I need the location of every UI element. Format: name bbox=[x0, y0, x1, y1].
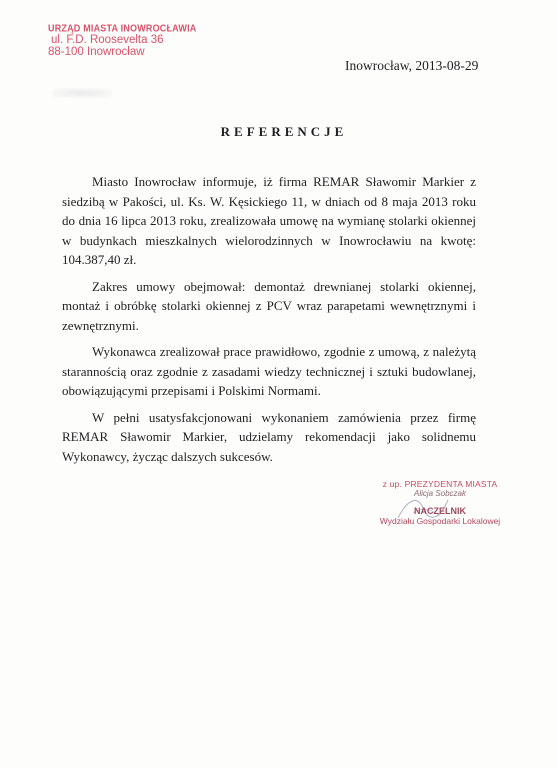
paragraph-1: Miasto Inowrocław informuje, iż firma REMAR Sławomir Markier z siedzibą w Pakości, ul. Ks. W. Kęsickiego 11, w dniach od 8 maja 2013 roku do dnia 16 lipca 2013 roku, zrealizowała umowę na wymianę stolarki okiennej w budynkach mieszkalnych wielorodzinnych w Inowrocławiu na kwotę: 104.387,40 zł. bbox=[62, 174, 476, 267]
document-date: Inowrocław, 2013-08-29 bbox=[345, 58, 479, 73]
signature-name: Alicja Sobczak bbox=[413, 489, 467, 498]
signature-position: NACZELNIK bbox=[414, 506, 466, 516]
document-body bbox=[62, 172, 476, 473]
signature-department: Wydziału Gospodarki Lokalowej bbox=[379, 516, 501, 526]
stamp-line-office: URZĄD MIASTA INOWROCŁAWIA bbox=[48, 22, 197, 34]
stamp-line-city: 88-100 Inowrocław bbox=[48, 46, 145, 58]
stamp-line-street: ul. F.D. Roosevelta 36 bbox=[51, 34, 164, 46]
paragraph-2: Zakres umowy obejmował: demontaż drewnianej stolarki okiennej, montaż i obróbkę stolarki okiennej z PCV wraz parapetami wewnętrznymi i zewnętrznymi. bbox=[62, 278, 476, 333]
signature-authority: z up. PREZYDENTA MIASTA bbox=[382, 479, 498, 489]
paragraph-4: W pełni usatysfakcjonowani wykonaniem zamówienia przez firmę REMAR Sławomir Markier, udzielamy rekomendacji jako solidnemu Wykonawcy, życząc dalszych sukcesów. bbox=[62, 409, 476, 464]
office-stamp bbox=[48, 22, 196, 58]
signature-stamp bbox=[370, 479, 510, 526]
scan-smudge bbox=[52, 88, 112, 98]
document-title: REFERENCJE bbox=[220, 124, 348, 139]
paragraph-3: Wykonawca zrealizował prace prawidłowo, zgodnie z umową, z należytą starannością oraz zgodnie z zasadami wiedzy technicznej i sztuki budowlanej, obowiązującymi przepisami i Polskimi Normami. bbox=[62, 344, 476, 398]
